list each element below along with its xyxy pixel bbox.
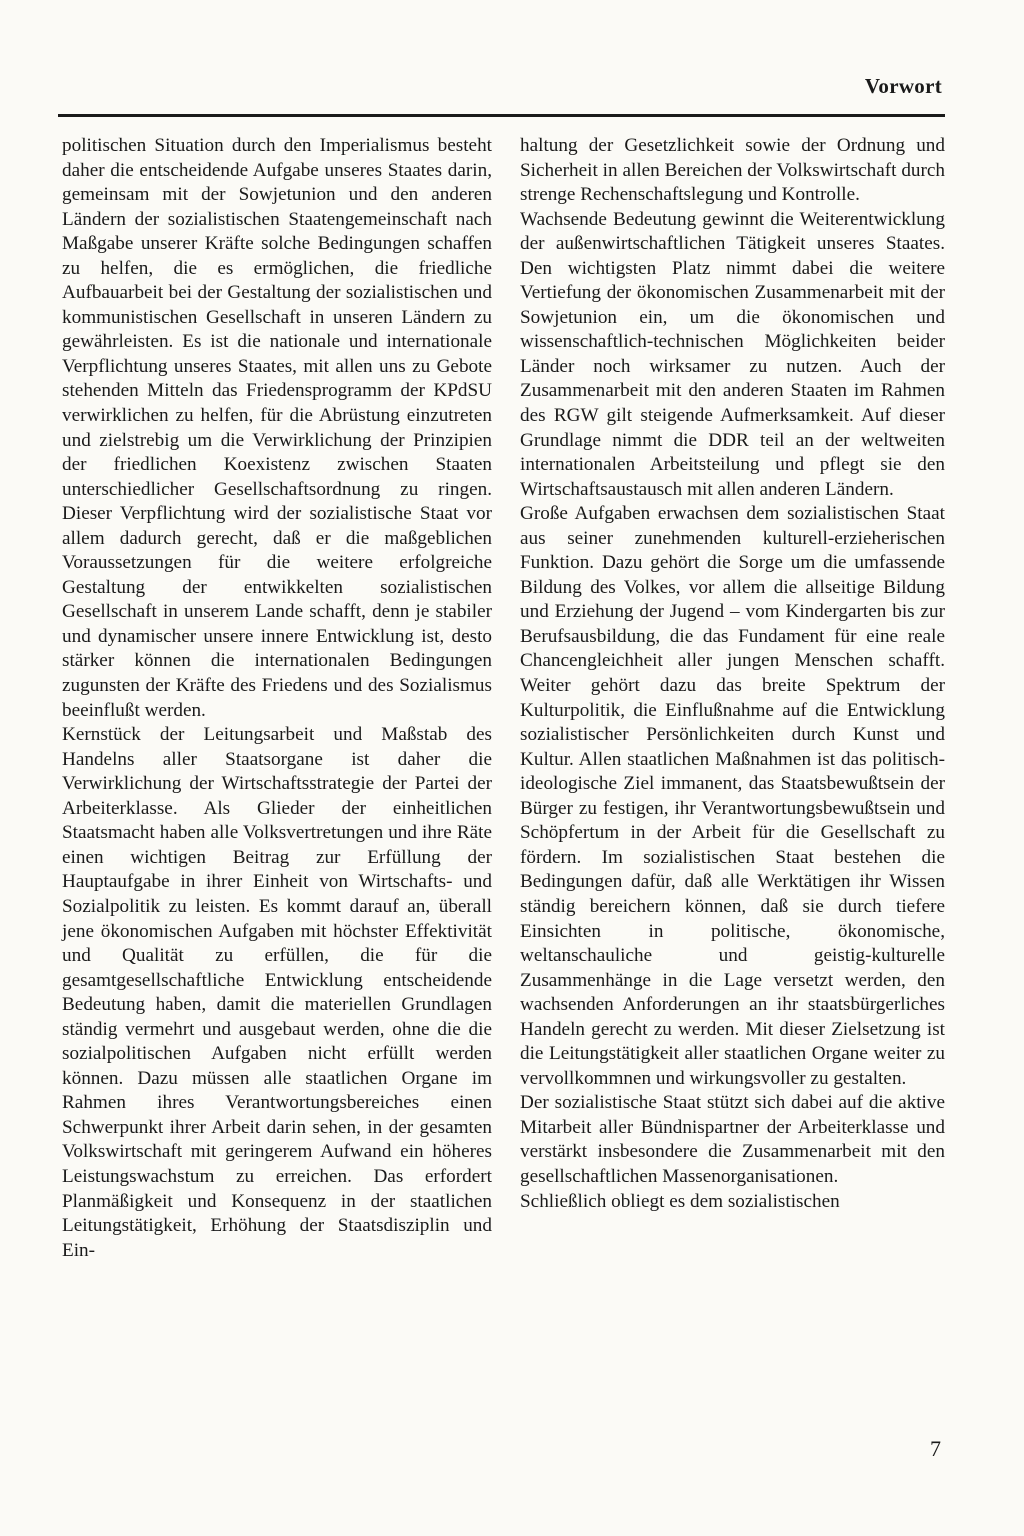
right-text-column <box>520 134 945 1214</box>
left-paragraph-2: Kernstück der Leitungsarbeit und Maßstab des Handelns aller Staatsorgane ist daher die Verwirklichung der Wirtschaftsstrategie der Partei der Arbeiterklasse. Als Glieder der einheitlichen Staatsmacht haben alle Volksvertretungen und ihre Räte einen wichtigen Beitrag zur Erfüllung der Hauptaufgabe in ihrer Einheit von Wirtschafts- und Sozialpolitik zu leisten. Es kommt darauf an, überall jene ökonomischen Aufgaben mit höchster Effektivität und Qualität zu erfüllen, die für die gesamtgesellschaftliche Entwicklung entscheidende Bedeutung haben, damit die materiellen Grundlagen ständig vermehrt und ausgebaut werden, ohne die die sozialpolitischen Aufgaben nicht erfüllt werden können. Dazu müssen alle staatlichen Organe im Rahmen ihres Verantwortungsbereiches einen Schwerpunkt ihrer Arbeit darin sehen, in der gesamten Volkswirtschaft mit geringerem Aufwand ein höheres Leistungswachstum zu erreichen. Das erfordert Planmäßigkeit und Konsequenz in der staatlichen Leitungstätigkeit, Erhöhung der Staatsdisziplin und Ein- <box>62 724 492 1261</box>
left-paragraph-1: politischen Situation durch den Imperialismus besteht daher die entscheidende Aufgabe unseres Staates darin, gemeinsam mit der Sowjetunion und den anderen Ländern der sozialistischen Staatengemeinschaft nach Maßgabe unserer Kräfte solche Bedingungen schaffen zu helfen, die es ermöglichen, die friedliche Aufbauarbeit bei der Gestaltung der sozialistischen und kommunistischen Gesellschaft in unseren Ländern zu gewährleisten. Es ist die nationale und internationale Verpflichtung unseres Staates, mit allen uns zu Gebote stehenden Mitteln das Friedensprogramm der KPdSU verwirklichen zu helfen, für die Abrüstung einzutreten und zielstrebig um die Verwirklichung der Prinzipien der friedlichen Koexistenz zwischen Staaten unterschiedlicher Gesellschaftsordnung zu ringen. Dieser Verpflichtung wird der sozialistische Staat vor allem dadurch gerecht, daß er die maßgeblichen Voraussetzungen für die weitere erfolgreiche Gestaltung der entwikkelten sozialistischen Gesellschaft in unserem Lande schafft, denn je stabiler und dynamischer unsere innere Entwicklung ist, desto stärker können die internationalen Bedingungen zugunsten der Kräfte des Friedens und des Sozialismus beeinflußt werden. <box>62 135 492 721</box>
right-paragraph-2: Wachsende Bedeutung gewinnt die Weiterentwicklung der außenwirtschaftlichen Tätigkeit unseres Staates. Den wichtigsten Platz nimmt dabei die weitere Vertiefung der ökonomischen Zusammenarbeit mit der Sowjetunion ein, um die ökonomischen und wissenschaftlich-technischen Möglichkeiten beider Länder noch wirksamer zu nutzen. Auch der Zusammenarbeit mit den anderen Staaten im Rahmen des RGW gilt steigende Aufmerksamkeit. Auf dieser Grundlage nimmt die DDR teil an der weltweiten internationalen Arbeitsteilung und pflegt sie den Wirtschaftsaustausch mit allen anderen Ländern. <box>520 208 945 500</box>
right-paragraph-4: Der sozialistische Staat stützt sich dabei auf die aktive Mitarbeit aller Bündnispartner der Arbeiterklasse und verstärkt insbesondere die Zusammenarbeit mit den gesellschaftlichen Massenorganisationen. <box>520 1092 945 1187</box>
header-rule <box>58 114 945 117</box>
page-number: 7 <box>930 1436 941 1461</box>
right-paragraph-5: Schließlich obliegt es dem sozialistischen <box>520 1190 840 1212</box>
right-paragraph-1: haltung der Gesetzlichkeit sowie der Ordnung und Sicherheit in allen Bereichen der Volkswirtschaft durch strenge Rechenschaftslegung und Kontrolle. <box>520 135 945 206</box>
page-header-title: Vorwort <box>864 74 942 98</box>
right-paragraph-3: Große Aufgaben erwachsen dem sozialistischen Staat aus seiner zunehmenden kulturell-erzieherischen Funktion. Dazu gehört die Sorge um die umfassende Bildung des Volkes, vor allem die allseitige Bildung und Erziehung der Jugend – vom Kindergarten bis zur Berufsausbildung, die das Fundament für eine reale Chancengleichheit aller jungen Menschen schafft. Weiter gehört dazu das breite Spektrum der Kulturpolitik, die Einflußnahme auf die Entwicklung sozialistischer Persönlichkeiten durch Kunst und Kultur. Allen staatlichen Maßnahmen ist das politisch-ideologische Ziel immanent, das Staatsbewußtsein der Bürger zu festigen, ihr Verantwortungsbewußtsein und Schöpfertum in der Arbeit für die Gesellschaft zu fördern. Im sozialistischen Staat bestehen die Bedingungen dafür, daß alle Werktätigen ihr Wissen ständig bereichern können, daß sie durch tiefere Einsichten in politische, ökonomische, weltanschauliche und geistig-kulturelle Zusammenhänge in die Lage versetzt werden, den wachsenden Anforderungen an ihr staatsbürgerliches Handeln gerecht zu werden. Mit dieser Zielsetzung ist die Leitungstätigkeit aller staatlichen Organe weiter zu vervollkommnen und wirkungsvoller zu gestalten. <box>520 503 945 1089</box>
left-text-column <box>62 134 492 1263</box>
